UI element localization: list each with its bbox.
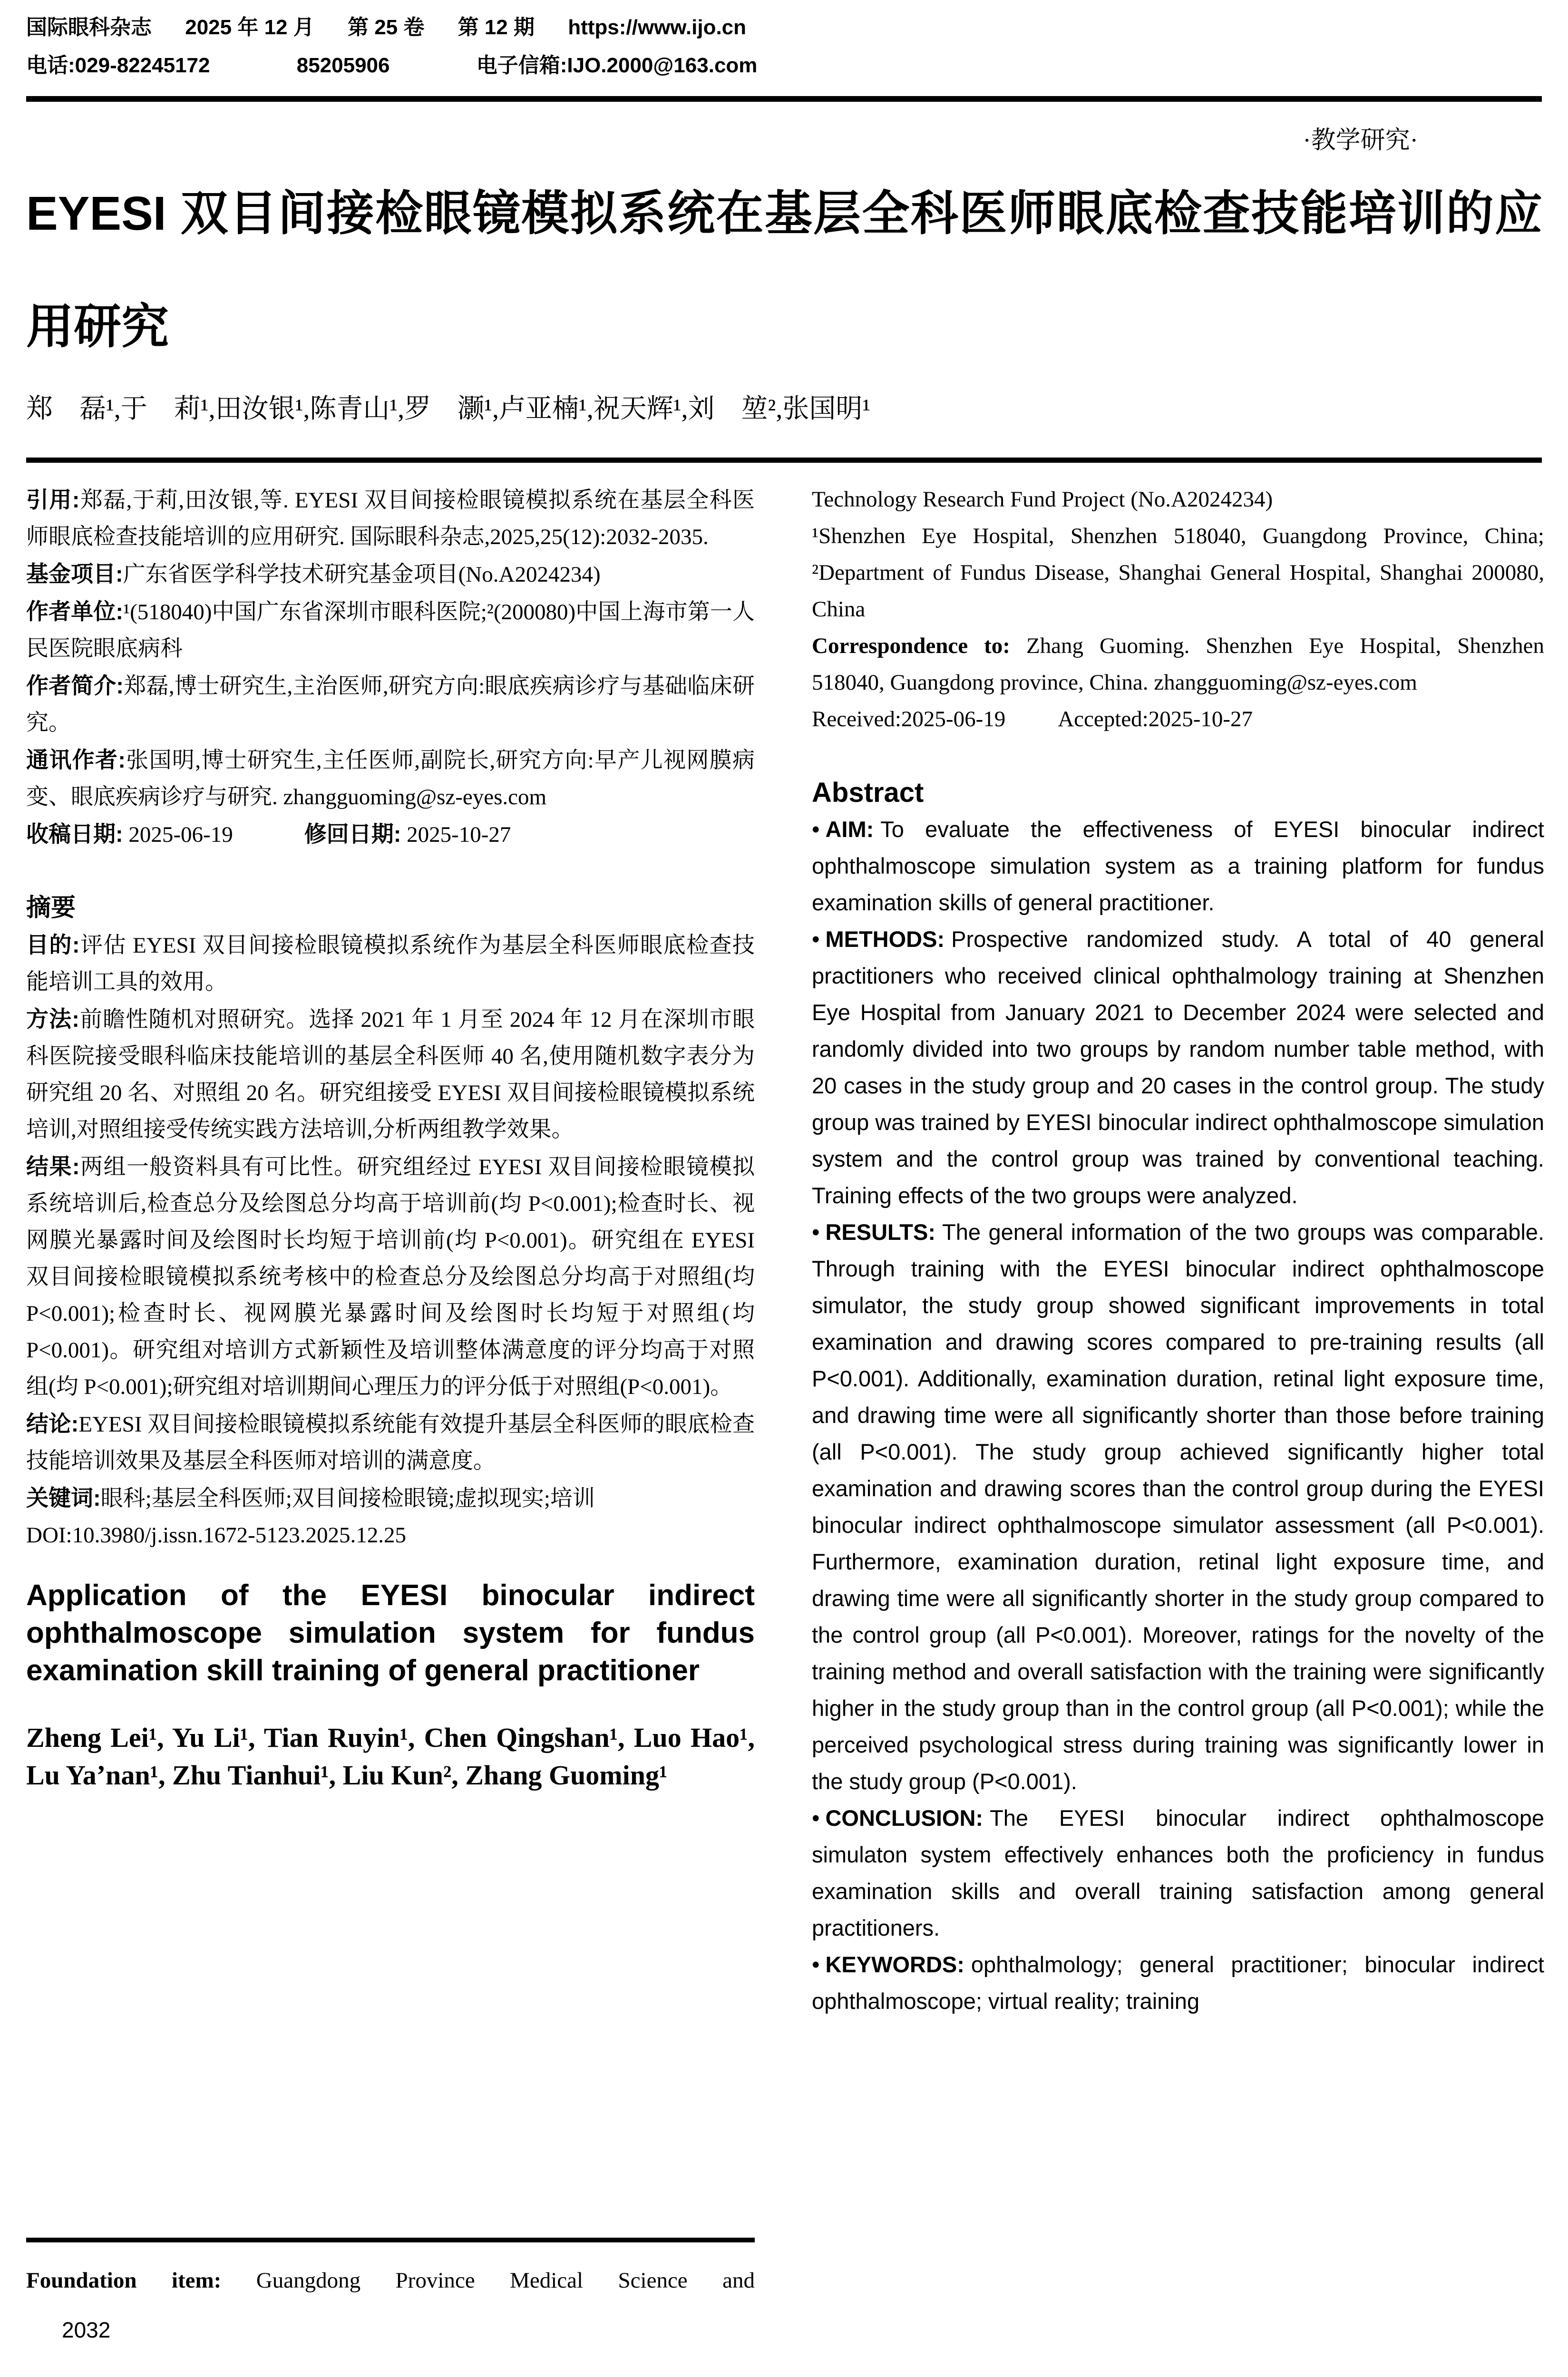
doi-line: DOI:10.3980/j.issn.1672-5123.2025.12.25 [26, 1523, 406, 1548]
methods-zh-text: 前瞻性随机对照研究。选择 2021 年 1 月至 2024 年 12 月在深圳市眼科医院接受眼科临床技能培训的基层全科医师 40 名,使用随机数字表分为研究组 20 名、对照组 20 名。研究组接受 EYESI 双目间接检眼镜模拟系统培训,对照组接受传统实践方法培训,分析两组教学效果。 [26, 1007, 755, 1142]
results-zh-text: 两组一般资料具有可比性。研究组经过 EYESI 双目间接检眼镜模拟系统培训后,检查总分及绘图总分均高于培训前(均 P<0.001);检查时长、视网膜光暴露时间及绘图时长均短于培训前(均 P<0.001)。研究组在 EYESI 双目间接检眼镜模拟系统考核中的检查总分及绘图总分均高于对照组(均 P<0.001);检查时长、视网膜光暴露时间及绘图时长均短于对照组(均 P<0.001)。研究组对培训方式新颖性及培训整体满意度的评分均高于对照组(均 P<0.001);研究组对培训期间心理压力的评分低于对照组(P<0.001)。 [26, 1155, 755, 1399]
title-divider [26, 458, 1542, 463]
foundation-item-label: Foundation item: [26, 2268, 222, 2293]
keywords-en-text: ophthalmology; general practitioner; binocular indirect ophthalmoscope; virtual reality; training [812, 1952, 1544, 2014]
foundation-item-paragraph [26, 2262, 755, 2299]
journal-date: 2025 年 12 月 [185, 16, 314, 39]
received-en-date: 2025-06-19 [901, 707, 1006, 731]
bullet-dot-icon: • [812, 1952, 820, 1977]
methods-en-paragraph [812, 921, 1544, 1214]
article-title-zh: EYESI 双目间接检眼镜模拟系统在基层全科医师眼底检查技能培训的应用研究 [26, 187, 1542, 353]
citation-label: 引用: [26, 487, 80, 512]
keywords-en-paragraph [812, 1946, 1544, 2019]
journal-volume: 第 25 卷 [347, 16, 425, 39]
abstract-en-heading: Abstract [812, 777, 924, 808]
foundation-item-text: Guangdong Province Medical Science and [256, 2268, 755, 2293]
header-line-1 [26, 14, 835, 41]
funding-paragraph [26, 555, 755, 593]
aim-en-label: AIM: [825, 817, 874, 842]
methods-zh-paragraph [26, 1001, 755, 1148]
journal-phone: 电话:029-82245172 [26, 54, 210, 77]
conclusion-en-paragraph [812, 1800, 1544, 1946]
conclusion-zh-label: 结论: [26, 1411, 79, 1436]
conclusion-en-label: CONCLUSION: [825, 1805, 984, 1831]
section-label: ·教学研究· [1303, 127, 1418, 154]
author-bio-text: 郑磊,博士研究生,主治医师,研究方向:眼底疾病诊疗与基础临床研究。 [26, 674, 755, 735]
keywords-zh-text: 眼科;基层全科医师;双目间接检眼镜;虚拟现实;培训 [100, 1486, 595, 1511]
funding-label: 基金项目: [26, 561, 123, 586]
bullet-dot-icon: • [812, 1219, 820, 1245]
dates-en-line [812, 701, 1544, 738]
revised-zh-label: 修回日期: [304, 821, 401, 847]
header-line-2 [26, 52, 835, 79]
methods-en-label: METHODS: [825, 926, 945, 952]
conclusion-en-text: The EYESI binocular indirect ophthalmoscope simulaton system effectively enhances both the proficiency in fundus examination skills and overall training satisfaction among general practitioners. [812, 1805, 1544, 1940]
footnote-divider [26, 2238, 755, 2242]
results-en-paragraph [812, 1214, 1544, 1800]
methods-en-text: Prospective randomized study. A total of 40 general practitioners who received clinical ophthalmology training at Shenzhen Eye Hospital from January 2021 to December 2024 were selected and randomly divided into two groups by random number table method, with 20 cases in the study group and 20 cases in the control group. The study group was trained by EYESI binocular indirect ophthalmoscope simulation system and the control group was trained by conventional teaching. Training effects of the two groups were analyzed. [812, 926, 1544, 1208]
received-zh-label: 收稿日期: [26, 821, 123, 847]
keywords-zh-label: 关键词: [26, 1485, 101, 1510]
revised-zh-date: 2025-10-27 [401, 822, 511, 847]
funding-text: 广东省医学科学技术研究基金项目(No.A2024234) [123, 562, 601, 587]
conclusion-zh-text: EYESI 双目间接检眼镜模拟系统能有效提升基层全科医师的眼底检查技能培训效果及基层全科医师对培训的满意度。 [26, 1412, 755, 1473]
correspondence-en-text: Zhang Guoming. Shenzhen Eye Hospital, Shenzhen 518040, Guangdong province, China. zhangguoming@sz-eyes.com [812, 633, 1544, 695]
author-bio-label: 作者简介: [26, 673, 124, 698]
left-column [26, 481, 755, 1794]
aim-zh-label: 目的: [26, 932, 80, 957]
page-header [26, 14, 835, 79]
affiliation-paragraph [26, 593, 755, 667]
aim-en-paragraph [812, 811, 1544, 921]
keywords-zh-paragraph [26, 1480, 755, 1517]
right-column [812, 481, 1544, 2019]
results-zh-paragraph [26, 1148, 755, 1405]
keywords-en-label: KEYWORDS: [825, 1952, 964, 1977]
aim-zh-text: 评估 EYESI 双目间接检眼镜模拟系统作为基层全科医师眼底检查技能培训工具的效用。 [26, 933, 755, 994]
aim-zh-paragraph [26, 926, 755, 1001]
foundation-continuation: Technology Research Fund Project (No.A2024234) [812, 487, 1273, 512]
bullet-dot-icon: • [812, 1805, 820, 1831]
methods-zh-label: 方法: [26, 1006, 79, 1032]
correspondence-en-label: Correspondence to: [812, 633, 1010, 658]
conclusion-zh-paragraph [26, 1405, 755, 1480]
dates-zh-line [26, 816, 755, 853]
citation-text: 郑磊,于莉,田汝银,等. EYESI 双目间接检眼镜模拟系统在基层全科医师眼底检查技能培训的应用研究. 国际眼科杂志,2025,25(12):2032-2035. [26, 488, 755, 549]
correspondence-zh-label: 通讯作者: [26, 747, 126, 772]
results-en-label: RESULTS: [825, 1219, 935, 1245]
affiliations-en-paragraph: ¹Shenzhen Eye Hospital, Shenzhen 518040, Guangdong Province, China; ²Department of Fundus Disease, Shanghai General Hospital, Shanghai 200080, China [812, 524, 1544, 622]
footnote-block [26, 2238, 755, 2299]
received-zh-date: 2025-06-19 [123, 822, 233, 847]
journal-phone-2: 85205906 [296, 54, 390, 77]
article-title-en: Application of the EYESI binocular indirect ophthalmoscope simulation system for fundus examination skill training of general practitioner [26, 1579, 755, 1687]
citation-paragraph [26, 481, 755, 555]
authors-zh: 郑 磊¹,于 莉¹,田汝银¹,陈青山¹,罗 灏¹,卢亚楠¹,祝天辉¹,刘 堃²,张国明¹ [26, 394, 871, 424]
aim-en-text: To evaluate the effectiveness of EYESI binocular indirect ophthalmoscope simulation system as a training platform for fundus examination skills of general practitioner. [812, 817, 1544, 915]
journal-email: 电子信箱:IJO.2000@163.com [476, 54, 758, 77]
correspondence-en-paragraph [812, 628, 1544, 701]
received-en-label: Received: [812, 707, 901, 731]
correspondence-zh-paragraph [26, 741, 755, 816]
page-number: 2032 [62, 2318, 111, 2342]
journal-issue: 第 12 期 [458, 16, 535, 39]
results-zh-label: 结果: [26, 1154, 80, 1179]
journal-url: https://www.ijo.cn [568, 16, 747, 39]
results-en-text: The general information of the two groups was comparable. Through training with the EYESI binocular indirect ophthalmoscope simulator, the study group showed significant improvements in total examination and drawing scores compared to pre-training results (all P<0.001). Additionally, examination duration, retinal light exposure time, and drawing time were all significantly shorter than those before training (all P<0.001). The study group achieved significantly higher total examination and drawing scores than the control group during the EYESI binocular indirect ophthalmoscope simulator assessment (all P<0.001). Furthermore, examination duration, retinal light exposure time, and drawing time were all significantly shorter in the study group compared to the control group (all P<0.001). Moreover, ratings for the novelty of the training method and overall satisfaction with the training were significantly higher in the study group than in the control group (all P<0.001); while the perceived psychological stress during training was significantly lower in the study group (P<0.001). [812, 1219, 1544, 1794]
affiliation-text: ¹(518040)中国广东省深圳市眼科医院;²(200080)中国上海市第一人民医院眼底病科 [26, 600, 755, 661]
bullet-dot-icon: • [812, 817, 820, 842]
abstract-zh-heading: 摘要 [26, 894, 76, 922]
affiliation-label: 作者单位: [26, 599, 124, 624]
author-bio-paragraph [26, 667, 755, 741]
accepted-en-date: 2025-10-27 [1148, 707, 1253, 731]
accepted-en-label: Accepted: [1058, 707, 1149, 731]
correspondence-zh-text: 张国明,博士研究生,主任医师,副院长,研究方向:早产儿视网膜病变、眼底疾病诊疗与研究. zhangguoming@sz-eyes.com [26, 748, 755, 809]
header-divider [26, 96, 1542, 102]
bullet-dot-icon: • [812, 926, 820, 952]
journal-name: 国际眼科杂志 [26, 16, 152, 39]
authors-en: Zheng Lei¹, Yu Li¹, Tian Ruyin¹, Chen Qingshan¹, Luo Hao¹, Lu Ya’nan¹, Zhu Tianhui¹, Liu Kun², Zhang Guoming¹ [26, 1722, 755, 1791]
